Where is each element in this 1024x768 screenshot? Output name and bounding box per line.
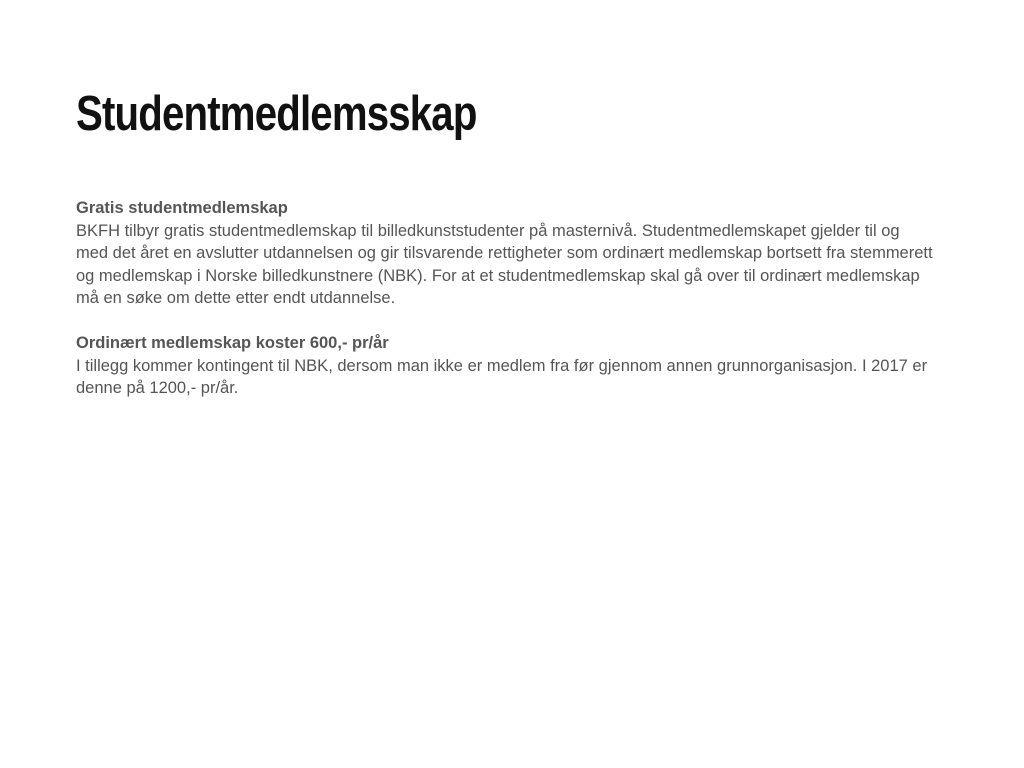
section-text: BKFH tilbyr gratis studentmedlemskap til billedkunststudenter på masternivå. Studentmedlemskapet gjelder til og med det året en avslutter utdannelsen og gir tilsvarende rettigheter som ordinært medlemskap bortsett fra stemmerett og medlemskap i Norske billedkunstnere (NBK). For at et studentmedlemskap skal gå over til ordinært medlemskap må en søke om dette etter endt utdannelse. [76,221,933,307]
page-title: Studentmedlemsskap [76,87,477,141]
section-text: I tillegg kommer kontingent til NBK, dersom man ikke er medlem fra før gjennom annen grunnorganisasjon. I 2017 er denne på 1200,- pr/år. [76,356,928,397]
section-heading: Ordinært medlemskap koster 600,- pr/år [76,334,389,352]
slide-body [76,197,936,422]
section-student-membership [76,197,936,310]
section-ordinary-membership [76,332,936,400]
section-heading: Gratis studentmedlemskap [76,199,288,217]
